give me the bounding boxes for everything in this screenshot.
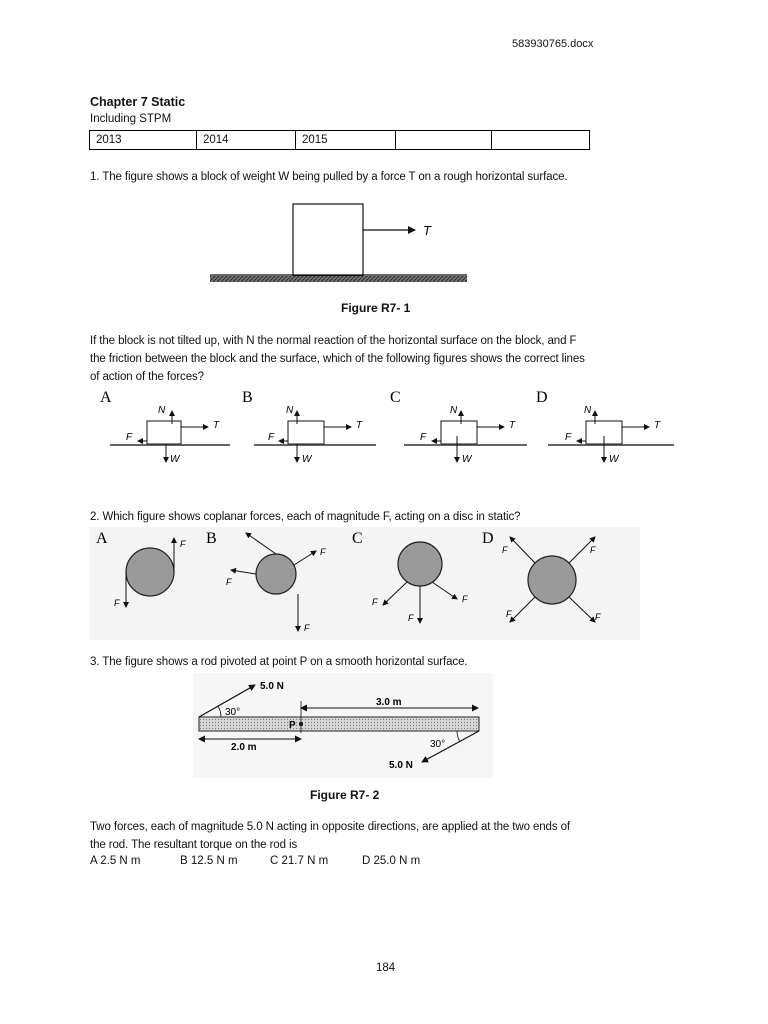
disc (398, 542, 442, 586)
w-label: W (462, 454, 472, 465)
f-label: F (320, 547, 326, 557)
disc (126, 548, 174, 596)
force-t-label: T (423, 223, 431, 238)
option-letter: D (536, 389, 548, 406)
q1-text: 1. The figure shows a block of weight W being pulled by a force T on a rough horizontal surface. (90, 171, 568, 183)
answer-option-a[interactable]: A 2.5 N m (90, 855, 141, 867)
option-a[interactable] (100, 389, 230, 465)
option-d[interactable] (536, 389, 674, 465)
option-c[interactable] (390, 389, 527, 465)
option-letter: C (390, 389, 401, 406)
w-label: W (609, 454, 619, 465)
option-letter: B (206, 530, 217, 547)
t-label: T (509, 420, 516, 431)
figure-caption: Figure R7- 1 (341, 301, 411, 315)
option-letter: D (482, 530, 494, 547)
t-label: T (356, 420, 363, 431)
page-number: 184 (376, 962, 396, 974)
f-label: F (565, 432, 572, 443)
year-cell (396, 131, 492, 150)
rod (199, 717, 479, 731)
disc (528, 556, 576, 604)
n-label: N (286, 405, 294, 416)
n-label: N (584, 405, 592, 416)
f-label: F (372, 597, 378, 607)
option-letter: A (100, 389, 112, 406)
f-label: F (506, 609, 512, 619)
disc (256, 554, 296, 594)
q1-question-line1: If the block is not tilted up, with N the normal reaction of the horizontal surface on the block, and F (90, 335, 577, 347)
block (441, 421, 477, 444)
f-label: F (268, 432, 275, 443)
block (288, 421, 324, 444)
f-label: F (420, 432, 427, 443)
t-label: T (654, 420, 661, 431)
pivot-label: P (289, 720, 296, 731)
f-label: F (595, 612, 601, 622)
f-label: F (114, 598, 120, 608)
option-b[interactable] (242, 389, 376, 465)
option-letter: B (242, 389, 253, 406)
q2-text: 2. Which figure shows coplanar forces, each of magnitude F, acting on a disc in static? (90, 511, 521, 523)
w-label: W (302, 454, 312, 465)
f-label: F (408, 613, 414, 623)
answer-option-c[interactable]: C 21.7 N m (270, 855, 329, 867)
option-letter: A (96, 530, 108, 547)
n-label: N (158, 405, 166, 416)
q1-question-line3: of action of the forces? (90, 371, 204, 383)
q1-options-figure (90, 386, 690, 474)
w-label: W (170, 454, 180, 465)
answer-option-b[interactable]: B 12.5 N m (180, 855, 238, 867)
q3-question-line1: Two forces, each of magnitude 5.0 N acting in opposite directions, are applied at the two ends of (90, 821, 570, 833)
document-filename: 583930765.docx (512, 38, 594, 50)
q3-text: 3. The figure shows a rod pivoted at point P on a smooth horizontal surface. (90, 656, 468, 668)
angle-right-label: 30° (430, 739, 446, 750)
year-cell: 2014 (197, 131, 296, 150)
angle-left-label: 30° (225, 707, 241, 718)
q3-question-line2: the rod. The resultant torque on the rod is (90, 839, 298, 851)
chapter-title: Chapter 7 Static (90, 95, 186, 109)
q2-options-figure (90, 527, 640, 640)
answer-option-d[interactable]: D 25.0 N m (362, 855, 421, 867)
year-cell: 2015 (296, 131, 396, 150)
f-label: F (226, 577, 232, 587)
dist-left-label: 2.0 m (231, 742, 257, 753)
q1-question-line2: the friction between the block and the surface, which of the following figures shows the correct lines (90, 353, 585, 365)
year-cell (492, 131, 590, 150)
year-table (89, 130, 590, 150)
f-label: F (304, 623, 310, 633)
f-label: F (590, 545, 596, 555)
block (293, 204, 363, 276)
f-label: F (462, 594, 468, 604)
t-label: T (213, 420, 220, 431)
year-cell: 2013 (90, 131, 197, 150)
pivot-point (299, 722, 303, 726)
figure-caption: Figure R7- 2 (310, 788, 380, 802)
f-label: F (180, 539, 186, 549)
figure-r7-1 (205, 198, 475, 290)
block (147, 421, 181, 444)
chapter-subtitle: Including STPM (90, 113, 172, 125)
dist-right-label: 3.0 m (376, 697, 402, 708)
option-letter: C (352, 530, 363, 547)
n-label: N (450, 405, 458, 416)
f-label: F (126, 432, 133, 443)
f-label: F (502, 545, 508, 555)
rough-surface (210, 276, 467, 282)
figure-r7-2 (193, 673, 493, 778)
force-bottom-label: 5.0 N (389, 760, 413, 771)
force-top-label: 5.0 N (260, 681, 284, 692)
